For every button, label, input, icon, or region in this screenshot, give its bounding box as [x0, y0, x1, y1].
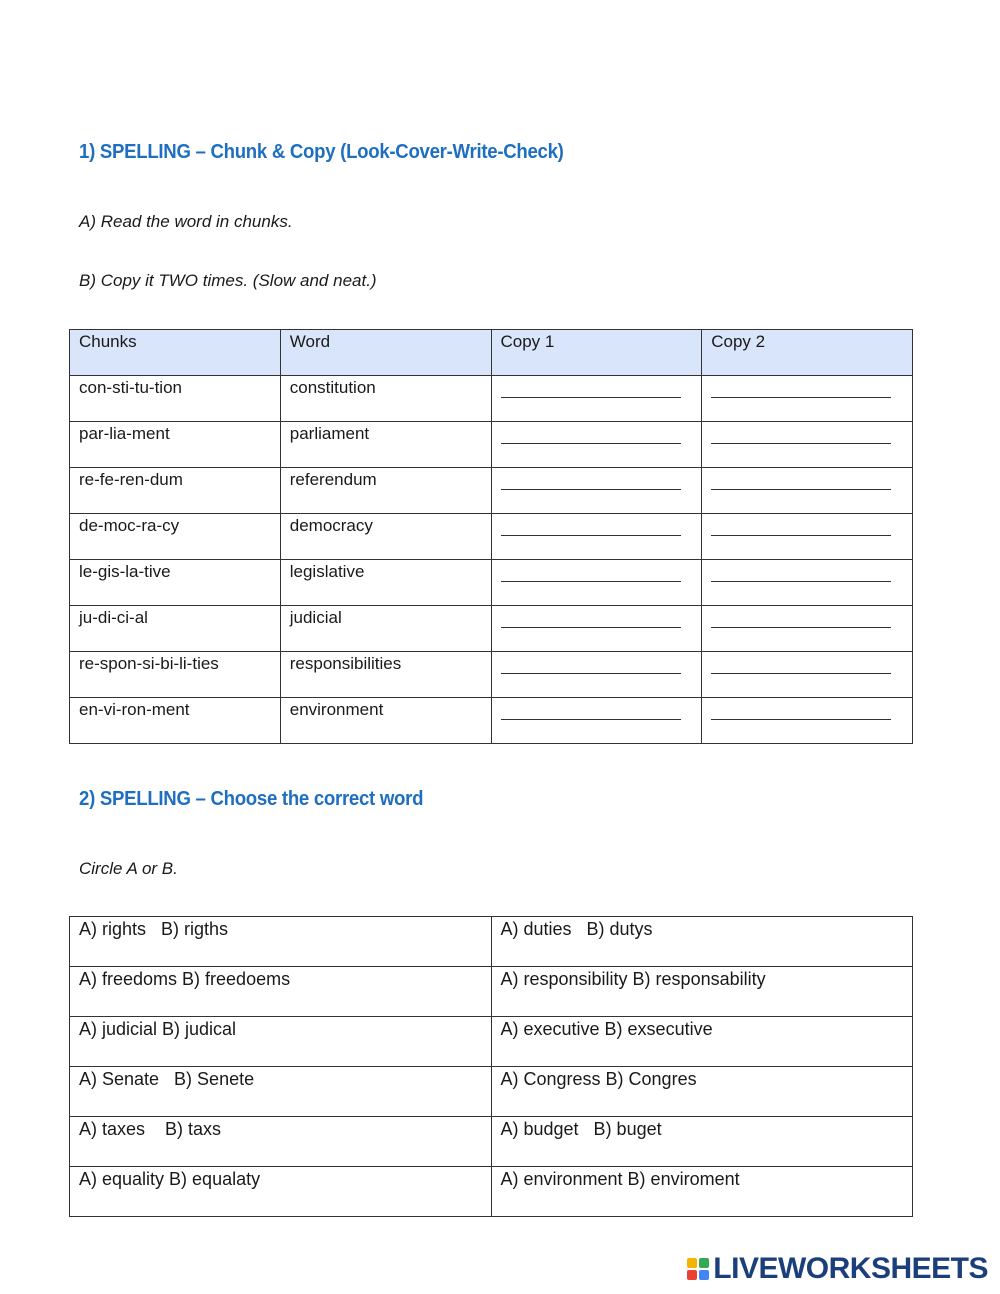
word-cell: responsibilities [280, 652, 491, 698]
chunks-cell: par-lia-ment [70, 422, 281, 468]
table-row [70, 422, 913, 468]
table-row [70, 967, 913, 1017]
logo-square-1 [687, 1258, 697, 1268]
table-row [70, 652, 913, 698]
table-row [70, 917, 913, 967]
copy-2-write-line[interactable] [711, 534, 891, 536]
chunks-cell: le-gis-la-tive [70, 560, 281, 606]
chunks-cell: con-sti-tu-tion [70, 376, 281, 422]
table-row [70, 560, 913, 606]
chunks-cell: de-moc-ra-cy [70, 514, 281, 560]
chunks-cell: re-spon-si-bi-li-ties [70, 652, 281, 698]
copy-1-write-line[interactable] [501, 580, 681, 582]
choice-right-cell[interactable]: A) duties B) dutys [491, 917, 913, 967]
logo-square-3 [687, 1270, 697, 1280]
logo-square-4 [699, 1270, 709, 1280]
copy-2-write-line[interactable] [711, 396, 891, 398]
copy-2-cell[interactable] [702, 698, 913, 744]
copy-2-cell[interactable] [702, 514, 913, 560]
choice-right-cell[interactable]: A) Congress B) Congres [491, 1067, 913, 1117]
copy-1-cell[interactable] [491, 698, 702, 744]
liveworksheets-logo [687, 1253, 988, 1285]
copy-1-write-line[interactable] [501, 534, 681, 536]
copy-2-write-line[interactable] [711, 442, 891, 444]
header-word: Word [280, 330, 491, 376]
choice-left-cell[interactable]: A) Senate B) Senete [70, 1067, 492, 1117]
copy-2-write-line[interactable] [711, 580, 891, 582]
copy-1-write-line[interactable] [501, 672, 681, 674]
instruction-a: A) Read the word in chunks. [79, 212, 293, 231]
table-header-row [70, 330, 913, 376]
copy-1-write-line[interactable] [501, 442, 681, 444]
copy-1-cell[interactable] [491, 560, 702, 606]
table-row [70, 698, 913, 744]
chunks-cell: re-fe-ren-dum [70, 468, 281, 514]
instruction-circle: Circle A or B. [79, 859, 178, 878]
table-row [70, 1167, 913, 1217]
choose-word-table [69, 916, 913, 1217]
copy-1-write-line[interactable] [501, 396, 681, 398]
choice-right-cell[interactable]: A) environment B) enviroment [491, 1167, 913, 1217]
chunk-copy-table [69, 329, 913, 744]
copy-1-cell[interactable] [491, 468, 702, 514]
table-row [70, 606, 913, 652]
copy-2-write-line[interactable] [711, 488, 891, 490]
choice-left-cell[interactable]: A) taxes B) taxs [70, 1117, 492, 1167]
copy-1-cell[interactable] [491, 514, 702, 560]
choice-left-cell[interactable]: A) rights B) rigths [70, 917, 492, 967]
choice-right-cell[interactable]: A) budget B) buget [491, 1117, 913, 1167]
copy-1-cell[interactable] [491, 606, 702, 652]
header-chunks: Chunks [70, 330, 281, 376]
choice-left-cell[interactable]: A) equality B) equalaty [70, 1167, 492, 1217]
word-cell: parliament [280, 422, 491, 468]
table-row [70, 376, 913, 422]
word-cell: democracy [280, 514, 491, 560]
copy-2-cell[interactable] [702, 422, 913, 468]
table-row [70, 468, 913, 514]
word-cell: constitution [280, 376, 491, 422]
copy-2-write-line[interactable] [711, 672, 891, 674]
section2-heading: 2) SPELLING – Choose the correct word [79, 788, 424, 810]
copy-2-write-line[interactable] [711, 626, 891, 628]
choice-right-cell[interactable]: A) executive B) exsecutive [491, 1017, 913, 1067]
copy-1-write-line[interactable] [501, 626, 681, 628]
copy-2-cell[interactable] [702, 376, 913, 422]
liveworksheets-logo-icon [687, 1258, 709, 1280]
chunks-cell: en-vi-ron-ment [70, 698, 281, 744]
copy-1-write-line[interactable] [501, 718, 681, 720]
word-cell: judicial [280, 606, 491, 652]
word-cell: referendum [280, 468, 491, 514]
copy-1-cell[interactable] [491, 422, 702, 468]
choice-left-cell[interactable]: A) freedoms B) freedoems [70, 967, 492, 1017]
copy-2-cell[interactable] [702, 560, 913, 606]
copy-1-cell[interactable] [491, 376, 702, 422]
copy-2-cell[interactable] [702, 606, 913, 652]
chunks-cell: ju-di-ci-al [70, 606, 281, 652]
word-cell: legislative [280, 560, 491, 606]
choice-left-cell[interactable]: A) judicial B) judical [70, 1017, 492, 1067]
header-copy-2: Copy 2 [702, 330, 913, 376]
table-row [70, 1067, 913, 1117]
logo-text: LIVEWORKSHEETS [713, 1252, 988, 1285]
instruction-b: B) Copy it TWO times. (Slow and neat.) [79, 271, 377, 290]
word-cell: environment [280, 698, 491, 744]
table-row [70, 1117, 913, 1167]
table-row [70, 514, 913, 560]
table-row [70, 1017, 913, 1067]
logo-square-2 [699, 1258, 709, 1268]
copy-2-cell[interactable] [702, 652, 913, 698]
copy-1-write-line[interactable] [501, 488, 681, 490]
copy-2-cell[interactable] [702, 468, 913, 514]
header-copy-1: Copy 1 [491, 330, 702, 376]
choice-right-cell[interactable]: A) responsibility B) responsability [491, 967, 913, 1017]
section1-heading: 1) SPELLING – Chunk & Copy (Look-Cover-Write-Check) [79, 141, 564, 163]
copy-1-cell[interactable] [491, 652, 702, 698]
copy-2-write-line[interactable] [711, 718, 891, 720]
